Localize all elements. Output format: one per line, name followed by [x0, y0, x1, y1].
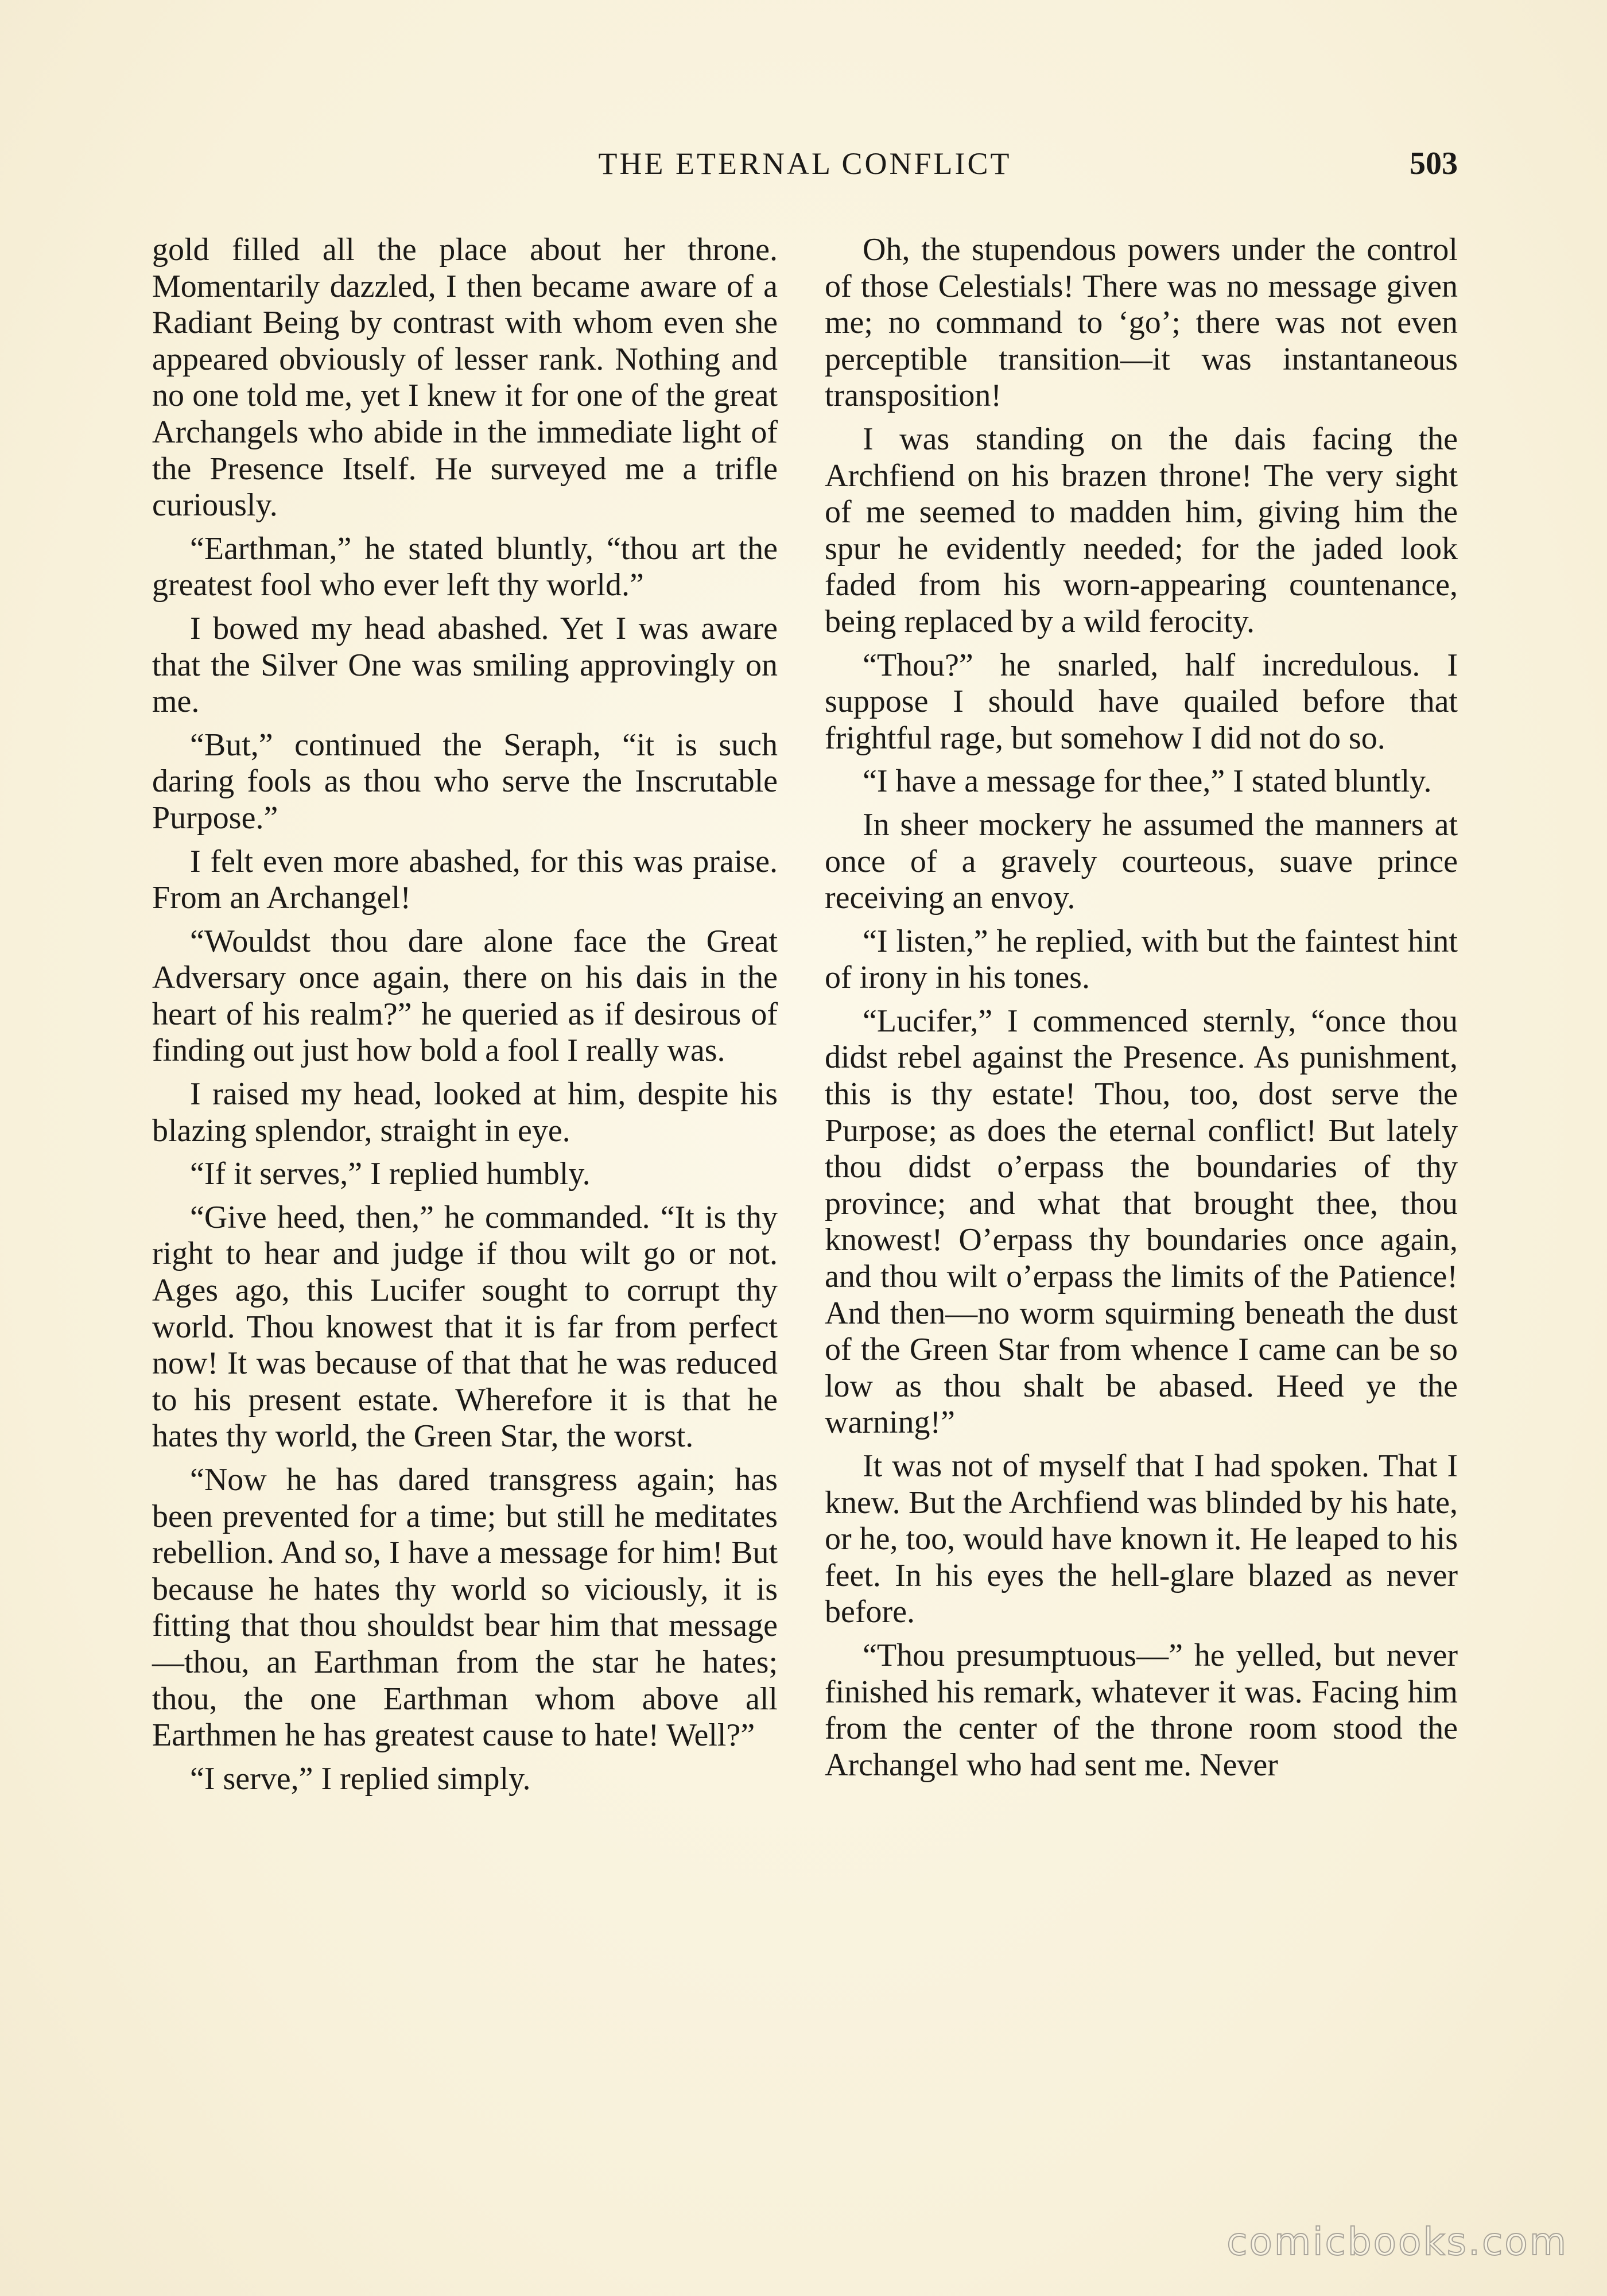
paragraph: I felt even more abashed, for this was praise. From an Archangel! — [152, 843, 778, 916]
paragraph: “But,” continued the Seraph, “it is such daring fools as thou who serve the Inscrutable Purpose.” — [152, 727, 778, 836]
paragraph: “Earthman,” he stated bluntly, “thou art the greatest fool who ever left thy world.” — [152, 530, 778, 603]
paragraph: In sheer mockery he assumed the manners at once of a gravely courteous, suave prince receiving an envoy. — [825, 806, 1458, 916]
right-text-column — [825, 232, 1458, 1790]
paragraph: “I serve,” I replied simply. — [190, 1760, 531, 1797]
paragraph: Oh, the stupendous powers under the control of those Celestials! There was no message given me; no command to ‘go’; there was not even perceptible transition—it was instantaneous transposition! — [825, 232, 1458, 414]
left-text-column — [152, 232, 778, 1804]
paragraph: “I listen,” he replied, with but the faintest hint of irony in his tones. — [825, 923, 1458, 996]
paragraph: “If it serves,” I replied humbly. — [190, 1156, 591, 1192]
paragraph: “Thou?” he snarled, half incredulous. I suppose I should have quailed before that frightful rage, but somehow I did not do so. — [825, 647, 1458, 756]
paragraph: I bowed my head abashed. Yet I was aware that the Silver One was smiling approvingly on me. — [152, 610, 778, 720]
running-title: THE ETERNAL CONFLICT — [598, 146, 1012, 181]
paragraph: I was standing on the dais facing the Archfiend on his brazen throne! The very sight of me seemed to madden him, giving him the spur he evidently needed; for the jaded look faded from his worn-appearing countenance, being replaced by a wild ferocity. — [825, 421, 1458, 639]
paragraph: gold filled all the place about her throne. Momentarily dazzled, I then became aware of a Radiant Being by contrast with whom even she appeared obviously of lesser rank. Nothing and no one told me, yet I knew it for one of the great Archangels who abide in the immediate light of the Presence Itself. He surveyed me a trifle curiously. — [152, 232, 778, 523]
paragraph: “Thou presumptuous—” he yelled, but never finished his remark, whatever it was. Facing him from the center of the throne room stood the Archangel who had sent me. Never — [825, 1637, 1458, 1783]
paragraph: I raised my head, looked at him, despite his blazing splendor, straight in eye. — [152, 1076, 778, 1149]
paragraph: “Wouldst thou dare alone face the Great Adversary once again, there on his dais in the heart of his realm?” he queried as if desirous of finding out just how bold a fool I really was. — [152, 923, 778, 1069]
paragraph: It was not of myself that I had spoken. That I knew. But the Archfiend was blinded by his hate, or he, too, would have known it. He leaped to his feet. In his eyes the hell-glare blazed as never before. — [825, 1448, 1458, 1630]
paragraph: “Now he has dared transgress again; has been prevented for a time; but still he meditates rebellion. And so, I have a message for him! But because he hates thy world so viciously, it is fitting that thou shouldst bear him that message—thou, an Earthman from the star he hates; thou, the one Earthman whom above all Earthmen he has greatest cause to hate! Well?” — [152, 1462, 778, 1754]
paragraph: “Give heed, then,” he commanded. “It is thy right to hear and judge if thou wilt go or not. Ages ago, this Lucifer sought to corrupt thy world. Thou knowest that it is far from perfect now! It was because of that that he was reduced to his present estate. Wherefore it is that he hates thy world, the Green Star, the worst. — [152, 1199, 778, 1455]
paragraph: “I have a message for thee,” I stated bluntly. — [863, 763, 1432, 800]
paragraph: “Lucifer,” I commenced sternly, “once thou didst rebel against the Presence. As punishment, this is thy estate! Thou, too, dost serve the Purpose; as does the eternal conflict! But lately thou didst o’erpass the boundaries of thy province; and what that brought thee, thou knowest! O’erpass thy boundaries once again, and thou wilt o’erpass the limits of the Patience! And then—no worm squirming beneath the dust of the Green Star from whence I came can be so low as thou shalt be abased. Heed ye the warning!” — [825, 1003, 1458, 1441]
watermark: comicbooks.com — [1226, 2220, 1568, 2264]
page-number: 503 — [1410, 146, 1458, 181]
running-header — [152, 141, 1458, 187]
